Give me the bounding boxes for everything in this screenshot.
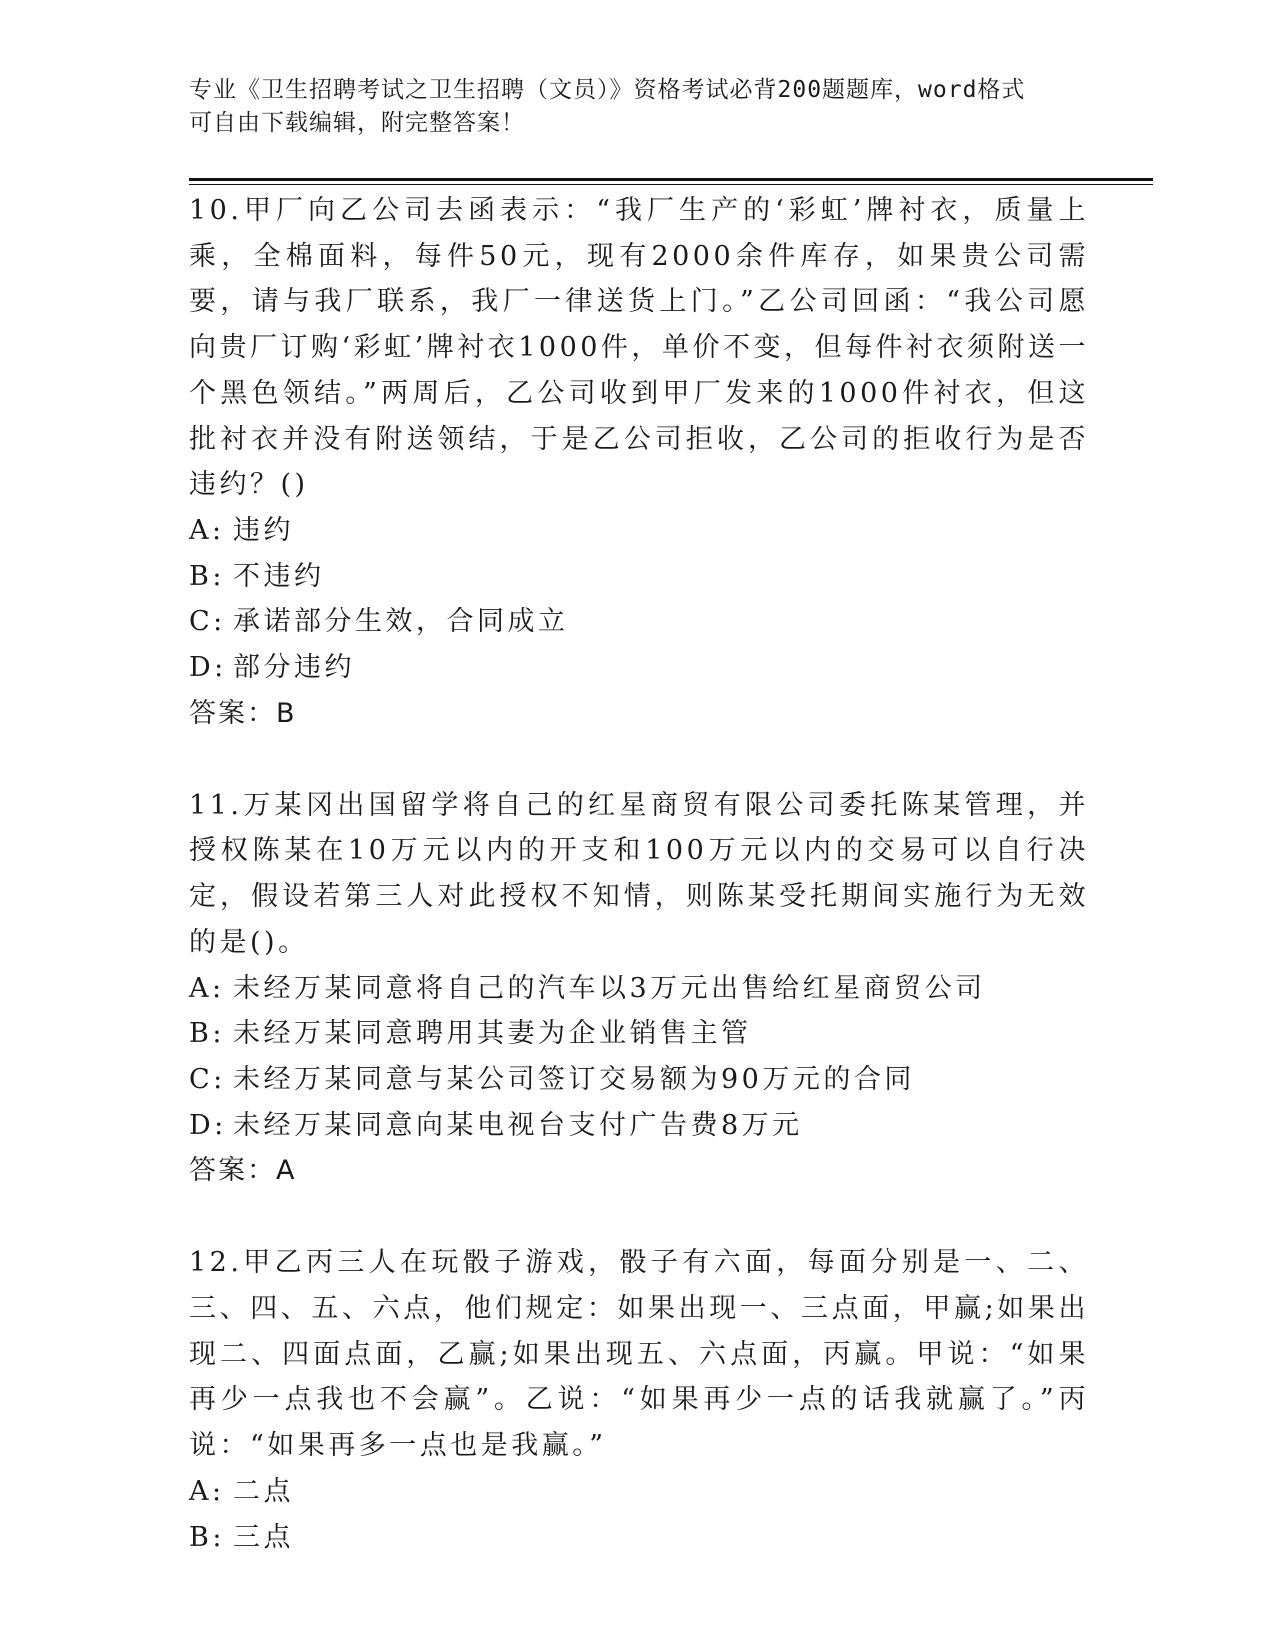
option-text: 部分违约 (233, 652, 355, 684)
question-stem: 12.甲乙丙三人在玩骰子游戏，骰子有六面，每面分别是一、二、三、四、五、六点，他们规定：如果出现一、三点面，甲赢;如果出现二、四面点面，乙赢;如果出现五、六点面，丙赢。甲说：“如果再少一点我也不会赢”。乙说：“如果再少一点的话我就赢了。”丙说：“如果再多一点也是我赢。” (189, 1247, 1089, 1462)
option-text: 二点 (233, 1475, 294, 1507)
header-line-2: 可自由下载编辑，附完整答案！ (189, 110, 525, 136)
option-letter: B: (189, 1018, 225, 1050)
question-12 (189, 1240, 1089, 1560)
question-list (189, 188, 1089, 1606)
question-10 (189, 188, 1089, 737)
option-letter: D: (189, 652, 227, 684)
option-text: 承诺部分生效，合同成立 (233, 606, 569, 638)
option-letter: A: (189, 1475, 225, 1507)
option-letter: B: (189, 1521, 225, 1553)
option-letter: A: (189, 514, 225, 546)
option-text: 不违约 (233, 560, 325, 592)
header-rule-thick (189, 178, 1153, 181)
option-text: 未经万某同意聘用其妻为企业销售主管 (233, 1018, 752, 1050)
option-b (189, 554, 1089, 600)
option-letter: C: (189, 1063, 226, 1095)
option-text: 违约 (233, 514, 294, 546)
question-11 (189, 783, 1089, 1195)
option-letter: D: (189, 1109, 227, 1141)
option-text: 未经万某同意向某电视台支付广告费8万元 (233, 1109, 803, 1141)
option-a (189, 508, 1089, 554)
document-header (189, 74, 1069, 140)
option-c (189, 599, 1089, 645)
option-b (189, 1515, 1089, 1561)
option-letter: A: (189, 972, 225, 1004)
option-text: 三点 (233, 1521, 294, 1553)
option-b (189, 1011, 1089, 1057)
option-a (189, 966, 1089, 1012)
question-stem: 10.甲厂向乙公司去函表示：“我厂生产的‘彩虹’牌衬衣，质量上乘，全棉面料，每件50元，现有2000余件库存，如果贵公司需要，请与我厂联系，我厂一律送货上门。”乙公司回函：“我公司愿向贵厂订购‘彩虹’牌衬衣1000件，单价不变，但每件衬衣须附送一个黑色领结。”两周后，乙公司收到甲厂发来的1000件衬衣，但这批衬衣并没有附送领结，于是乙公司拒收，乙公司的拒收行为是否违约？() (189, 195, 1089, 501)
header-line-1: 专业《卫生招聘考试之卫生招聘（文员）》资格考试必背200题题库，word格式 (189, 77, 1026, 103)
answer-label: 答案：A (189, 1155, 297, 1187)
header-rule-thin (189, 184, 1153, 185)
answer-label: 答案：B (189, 697, 297, 729)
option-d (189, 1103, 1089, 1149)
option-d (189, 645, 1089, 691)
question-stem: 11.万某冈出国留学将自己的红星商贸有限公司委托陈某管理，并授权陈某在10万元以内的开支和100万元以内的交易可以自行决定，假设若第三人对此授权不知情，则陈某受托期间实施行为无效的是()。 (189, 789, 1089, 958)
option-text: 未经万某同意与某公司签订交易额为90万元的合同 (233, 1063, 915, 1095)
option-text: 未经万某同意将自己的汽车以3万元出售给红星商贸公司 (233, 972, 986, 1004)
option-c (189, 1057, 1089, 1103)
option-letter: B: (189, 560, 225, 592)
option-a (189, 1469, 1089, 1515)
option-letter: C: (189, 606, 226, 638)
